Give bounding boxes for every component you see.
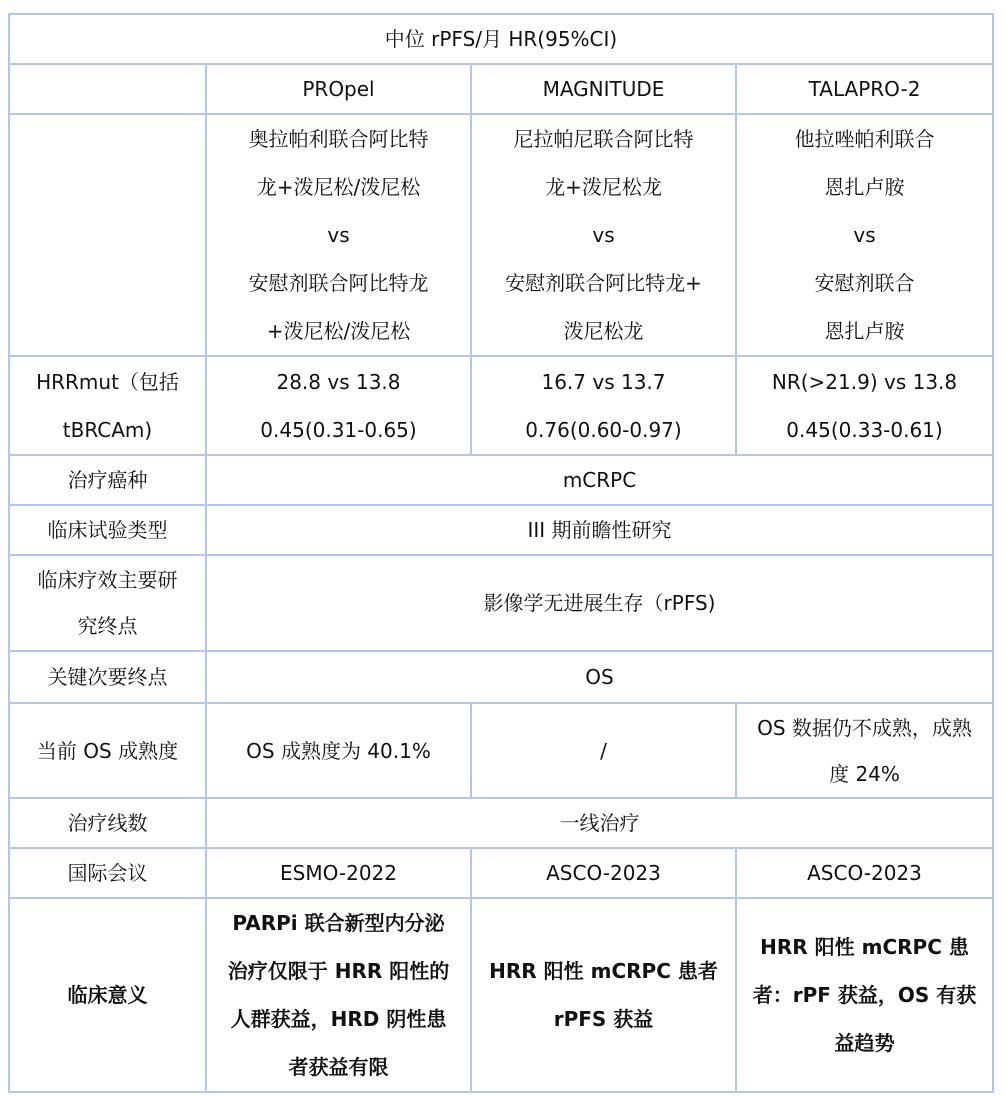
conference-cell-propel: ESMO-2022 — [206, 848, 471, 898]
row-label-cancer-type: 治疗癌种 — [9, 455, 206, 505]
text-line: PARPi 联合新型内分泌 — [232, 911, 445, 935]
text-line: vs — [853, 223, 876, 247]
text-line: 龙+泼尼松/泼尼松 — [256, 175, 421, 199]
primary-endpoint-value: 影像学无进展生存（rPFS) — [206, 555, 993, 651]
column-header-talapro2: TALAPRO-2 — [736, 64, 993, 114]
conference-cell-talapro2: ASCO-2023 — [736, 848, 993, 898]
text-line: 人群获益，HRD 阴性患 — [230, 1007, 447, 1031]
table-row-os-maturity — [9, 703, 993, 798]
table-row-clinical-significance — [9, 898, 993, 1092]
regimen-label-cell — [9, 114, 206, 356]
text-line: 0.76(0.60-0.97) — [525, 417, 682, 442]
os-maturity-cell-propel — [206, 703, 471, 798]
treatment-line-value: 一线治疗 — [206, 798, 993, 848]
table-row-primary-endpoint — [9, 555, 993, 651]
text-line: 安慰剂联合阿比特龙+ — [505, 271, 702, 295]
text-line: 尼拉帕尼联合阿比特 — [513, 127, 694, 151]
text-line: 安慰剂联合阿比特龙 — [248, 271, 429, 295]
hrrmut-cell-talapro2 — [736, 356, 993, 455]
significance-cell-talapro2 — [736, 898, 993, 1092]
cancer-type-value: mCRPC — [206, 455, 993, 505]
table-row-treatment-line — [9, 798, 993, 848]
text-line: vs — [592, 223, 615, 247]
conference-cell-magnitude: ASCO-2023 — [471, 848, 736, 898]
text-line: 0.45(0.33-0.61) — [786, 417, 943, 442]
row-label-secondary-endpoint: 关键次要终点 — [9, 651, 206, 703]
table-row-hrrmut — [9, 356, 993, 455]
column-header-propel: PROpel — [206, 64, 471, 114]
text-line: rPFS 获益 — [553, 1007, 654, 1031]
text-line: 28.8 vs 13.8 — [276, 369, 401, 394]
regimen-cell-magnitude — [471, 114, 736, 356]
text-line: 恩扎卢胺 — [824, 175, 905, 199]
text-line: OS 数据仍不成熟，成熟 — [757, 715, 972, 740]
text-line: 恩扎卢胺 — [824, 319, 905, 343]
text-line: tBRCAm) — [62, 417, 153, 442]
row-label-conference: 国际会议 — [9, 848, 206, 898]
significance-cell-magnitude — [471, 898, 736, 1092]
row-label-os-maturity: 当前 OS 成熟度 — [9, 703, 206, 798]
os-maturity-cell-talapro2 — [736, 703, 993, 798]
row-label-treatment-line: 治疗线数 — [9, 798, 206, 848]
table-title: 中位 rPFS/月 HR(95%CI) — [9, 14, 993, 64]
table-row-secondary-endpoint — [9, 651, 993, 703]
text-line: HRR 阳性 mCRPC 患 — [760, 935, 969, 959]
text-line: 者获益有限 — [288, 1055, 389, 1079]
table-row-cancer-type — [9, 455, 993, 505]
row-label-clinical-significance: 临床意义 — [9, 898, 206, 1092]
text-line: 奥拉帕利联合阿比特 — [248, 127, 429, 151]
os-maturity-cell-magnitude — [471, 703, 736, 798]
text-line: OS 成熟度为 40.1% — [246, 738, 431, 763]
text-line: 益趋势 — [834, 1031, 895, 1055]
hrrmut-cell-propel — [206, 356, 471, 455]
hrrmut-cell-magnitude — [471, 356, 736, 455]
row-label-hrrmut — [9, 356, 206, 455]
text-line: NR(>21.9) vs 13.8 — [771, 369, 958, 394]
text-line: 安慰剂联合 — [814, 271, 915, 295]
significance-cell-propel — [206, 898, 471, 1092]
table-row-trial-type — [9, 505, 993, 555]
row-label-primary-endpoint — [9, 555, 206, 651]
text-line: 龙+泼尼松龙 — [545, 175, 662, 199]
text-line: 0.45(0.31-0.65) — [260, 417, 417, 442]
text-line: 者：rPF 获益，OS 有获 — [752, 983, 977, 1007]
text-line: +泼尼松/泼尼松 — [266, 319, 411, 343]
secondary-endpoint-value: OS — [206, 651, 993, 703]
text-line: HRRmut（包括 — [36, 369, 179, 394]
text-line: HRR 阳性 mCRPC 患者 — [489, 959, 718, 983]
text-line: 16.7 vs 13.7 — [541, 369, 666, 394]
table-row-title — [9, 14, 993, 64]
text-line: 他拉唑帕利联合 — [794, 127, 935, 151]
text-line: 治疗仅限于 HRR 阳性的 — [227, 959, 450, 983]
trial-type-value: III 期前瞻性研究 — [206, 505, 993, 555]
table-row-regimen — [9, 114, 993, 356]
table-row-conference — [9, 848, 993, 898]
table-row-header — [9, 64, 993, 114]
trial-comparison-table — [8, 13, 994, 1093]
text-line: vs — [327, 223, 350, 247]
text-line: 究终点 — [77, 614, 138, 638]
regimen-cell-talapro2 — [736, 114, 993, 356]
header-empty-cell — [9, 64, 206, 114]
row-label-trial-type: 临床试验类型 — [9, 505, 206, 555]
text-line: / — [600, 738, 607, 763]
text-line: 泼尼松龙 — [563, 319, 644, 343]
text-line: 临床疗效主要研 — [37, 568, 178, 592]
text-line: 度 24% — [829, 761, 900, 786]
column-header-magnitude: MAGNITUDE — [471, 64, 736, 114]
regimen-cell-propel — [206, 114, 471, 356]
